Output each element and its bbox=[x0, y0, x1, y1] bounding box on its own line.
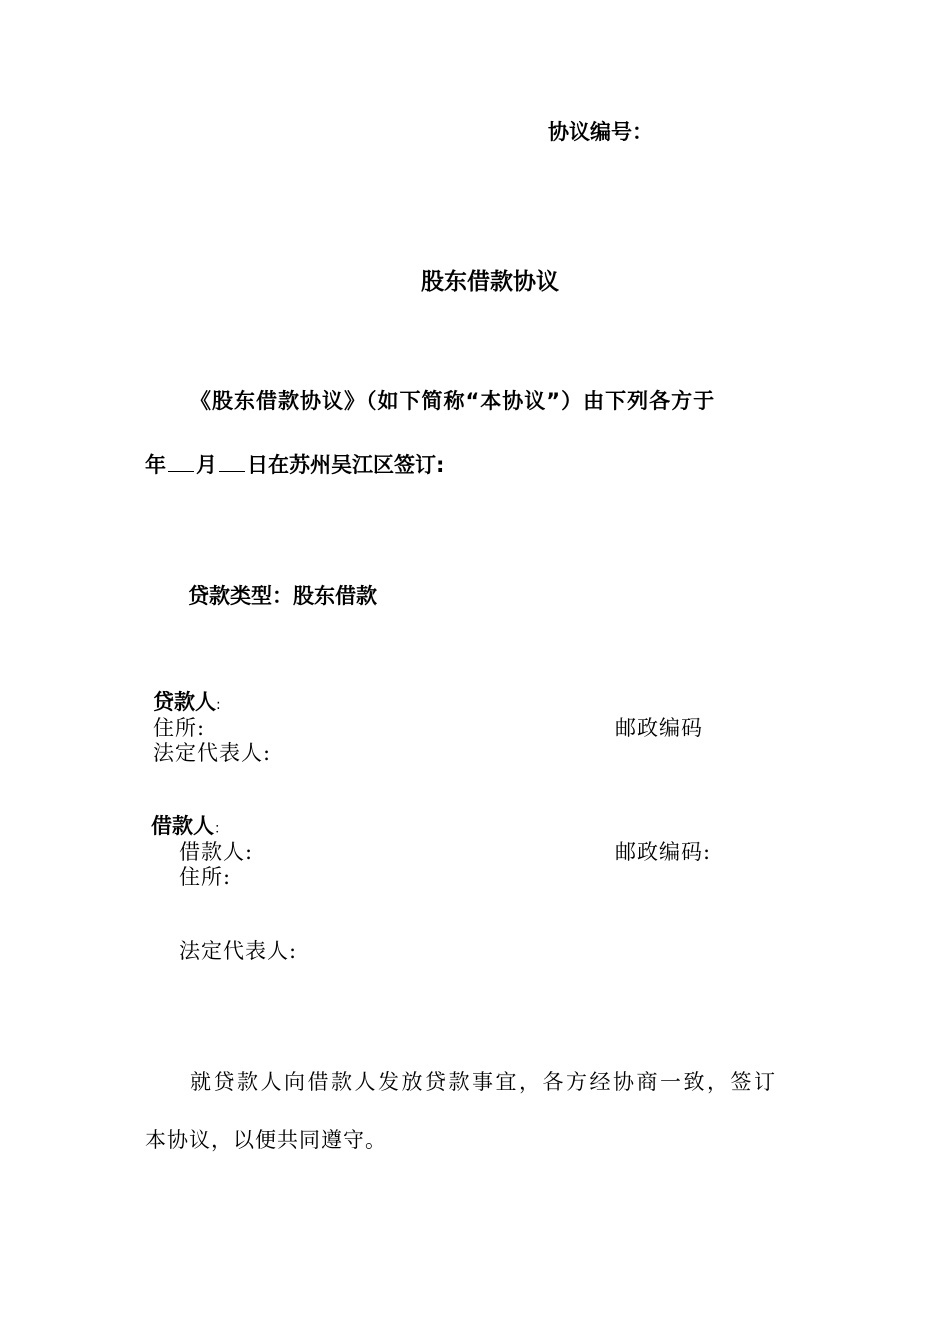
borrower-name-label: 借款人: bbox=[179, 840, 254, 864]
closing-line-2: 本协议，以便共同遵守。 bbox=[145, 1128, 387, 1152]
document-title: 股东借款协议 bbox=[421, 269, 559, 295]
borrower-postal-code-label: 邮政编码: bbox=[615, 840, 712, 864]
intro-year: 年 bbox=[145, 453, 166, 477]
intro-line-1: 《股东借款协议》（如下简称“本协议”）由下列各方于 bbox=[190, 389, 716, 413]
lender-postal-code-label: 邮政编码 bbox=[615, 716, 703, 740]
blank-month-underline[interactable] bbox=[168, 451, 194, 472]
loan-type: 贷款类型：股东借款 bbox=[188, 584, 377, 608]
borrower-legal-rep-label: 法定代表人: bbox=[179, 939, 298, 963]
lender-address-label: 住所: bbox=[153, 716, 206, 740]
blank-day-underline[interactable] bbox=[219, 451, 245, 472]
borrower-address-label: 住所: bbox=[179, 865, 232, 889]
lender-legal-rep-label: 法定代表人: bbox=[153, 741, 272, 765]
borrower-heading-text: 借款人 bbox=[151, 814, 214, 838]
lender-heading-text: 贷款人 bbox=[153, 690, 216, 714]
agreement-number-label: 协议编号： bbox=[548, 120, 653, 144]
intro-month: 月 bbox=[196, 453, 217, 477]
lender-heading-colon: : bbox=[216, 697, 221, 713]
intro-day-place: 日在苏州吴江区签订: bbox=[247, 453, 445, 477]
borrower-heading-colon: ： bbox=[214, 821, 228, 837]
intro-line-2 bbox=[145, 449, 444, 479]
closing-line-1: 就贷款人向借款人发放贷款事宜，各方经协商一致，签订 bbox=[190, 1070, 778, 1094]
